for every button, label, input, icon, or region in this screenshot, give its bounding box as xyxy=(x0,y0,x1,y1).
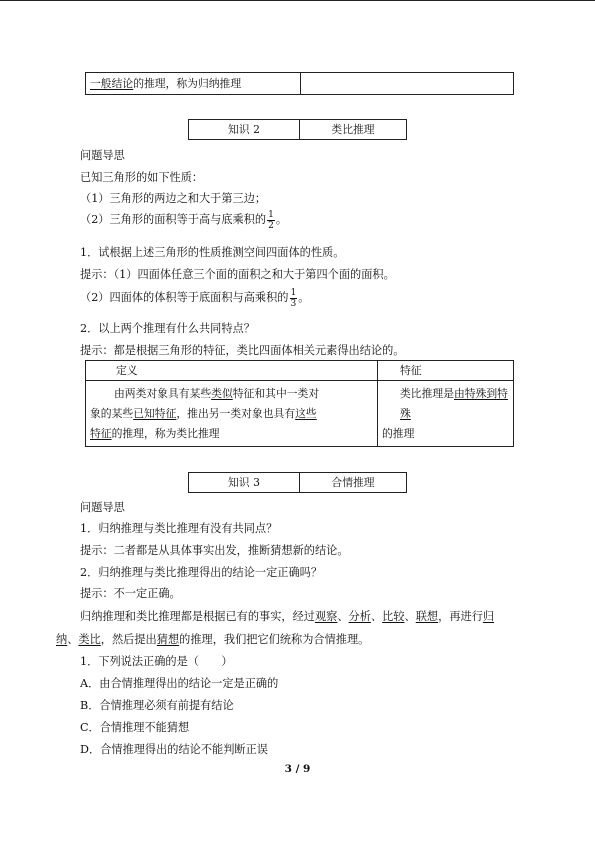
knowledge-3-title: 合情推理 xyxy=(300,473,407,493)
plausible-reasoning-paragraph-line-1: 归纳推理和类比推理都是根据已有的事实，经过观察、分析、比较、联想，再进行归 xyxy=(80,610,495,623)
hint-3-2: 提示：不一定正确。 xyxy=(80,587,181,600)
analogy-table xyxy=(85,360,514,447)
given-line: 已知三角形的如下性质： xyxy=(80,171,204,184)
column-header-feature: 特征 xyxy=(378,361,514,381)
induction-table-tail xyxy=(85,72,514,95)
knowledge-2-title: 类比推理 xyxy=(300,120,407,140)
question-3-1: 1．归纳推理与类比推理有没有共同点？ xyxy=(80,522,278,535)
page-number: 3 / 9 xyxy=(284,763,311,775)
hint-1: 提示：（1）四面体任意三个面的面积之和大于第四个面的面积。 xyxy=(80,268,395,281)
fraction-one-half: $\frac{1}{2}$ xyxy=(268,209,274,231)
plausible-reasoning-paragraph-line-2: 纳、类比，然后提出猜想的推理，我们把它们统称为合情推理。 xyxy=(56,633,370,646)
property-1: （1）三角形的两边之和大于第三边； xyxy=(80,192,267,205)
knowledge-3-label: 知识 3 xyxy=(189,473,300,493)
option-a: A．由合情推理得出的结论一定是正确的 xyxy=(80,677,279,690)
analogy-definition-cell: 由两类对象具有某些类似特征和其中一类对 象的某些已知特征，推出另一类对象也具有这些 特征的推理，称为类比推理 xyxy=(86,381,378,447)
question-3-2: 2．归纳推理与类比推理得出的结论一定正确吗？ xyxy=(80,566,323,579)
fraction-one-third: $\frac{1}{3}$ xyxy=(290,287,297,309)
knowledge-2-header xyxy=(188,119,407,140)
exercise-question: 1．下列说法正确的是（ ） xyxy=(80,655,233,668)
knowledge-3-header xyxy=(188,472,407,493)
induction-definition-cell: 一般结论的推理，称为归纳推理 xyxy=(86,73,301,95)
hint-3: 提示：都是根据三角形的特征，类比四面体相关元素得出结论的。 xyxy=(80,344,405,357)
page-top-rule xyxy=(0,0,595,1)
hint-2: （2）四面体的体积等于底面积与高乘积的 $\frac{1}{3}$ 。 xyxy=(80,287,310,309)
hint-3-1: 提示：二者都是从具体事实出发，推断猜想新的结论。 xyxy=(80,544,349,557)
option-d: D．合情推理得出的结论不能判断正误 xyxy=(80,743,268,756)
question-2: 2．以上两个推理有什么共同特点？ xyxy=(80,322,255,335)
question-1: 1．试根据上述三角形的性质推测空间四面体的性质。 xyxy=(80,246,345,259)
option-c: C．合情推理不能猜想 xyxy=(80,721,190,734)
column-header-definition: 定义 xyxy=(86,361,378,381)
knowledge-2-label: 知识 2 xyxy=(189,120,300,140)
analogy-feature-cell: 类比推理是由特殊到特殊 的推理 xyxy=(378,381,514,447)
underlined-term: 一般结论 xyxy=(90,77,134,90)
option-b: B．合情推理必须有前提有结论 xyxy=(80,699,234,712)
section-3-heading: 问题导思 xyxy=(80,501,125,514)
induction-feature-cell xyxy=(301,73,514,95)
section-2-heading: 问题导思 xyxy=(80,149,125,162)
property-2: （2）三角形的面积等于高与底乘积的 $\frac{1}{2}$ 。 xyxy=(80,209,288,231)
